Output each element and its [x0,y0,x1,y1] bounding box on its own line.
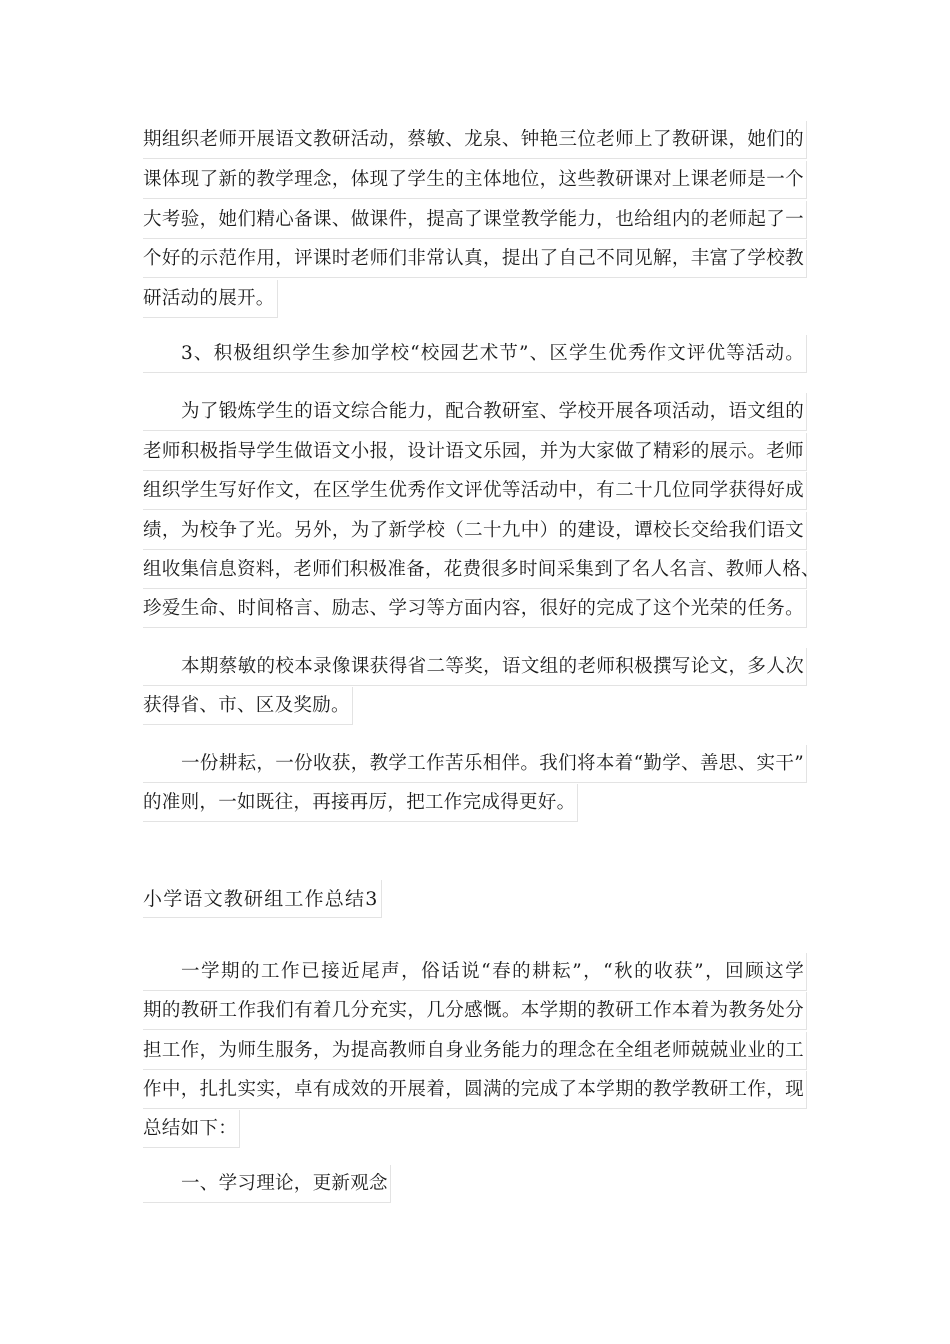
text-line: 珍爱生命、时间格言、励志、学习等方面内容，很好的完成了这个光荣的任务。 [143,590,807,628]
text-line: 课体现了新的教学理念，体现了学生的主体地位，这些教研课对上课老师是一个 [143,161,807,199]
text-line: 大考验，她们精心备课、做课件，提高了课堂教学能力，也给组内的老师起了一 [143,201,807,239]
text-line: 研活动的展开。 [143,280,278,318]
text-line: 一学期的工作已接近尾声，俗话说“春的耕耘”，“秋的收获”，回顾这学 [143,953,807,991]
text-line: 担工作，为师生服务，为提高教师自身业务能力的理念在全组老师兢兢业业的工 [143,1032,807,1070]
subsection-heading: 一、学习理论，更新观念 [143,1165,391,1203]
text-line: 为了锻炼学生的语文综合能力，配合教研室、学校开展各项活动，语文组的 [143,393,807,431]
text-line: 期的教研工作我们有着几分充实，几分感慨。本学期的教研工作本着为教务处分 [143,992,807,1030]
text-line: 老师积极指导学生做语文小报，设计语文乐园，并为大家做了精彩的展示。老师 [143,433,807,471]
text-line: 个好的示范作用，评课时老师们非常认真，提出了自己不同见解，丰富了学校教 [143,240,807,278]
text-line: 一份耕耘，一份收获，教学工作苦乐相伴。我们将本着“勤学、善思、实干” [143,745,807,783]
text-line: 3、积极组织学生参加学校“校园艺术节”、区学生优秀作文评优等活动。 [143,335,807,373]
text-line: 作中，扎扎实实，卓有成效的开展着，圆满的完成了本学期的教学教研工作，现 [143,1071,807,1109]
text-line: 组织学生写好作文，在区学生优秀作文评优等活动中，有二十几位同学获得好成 [143,472,807,510]
text-line: 本期蔡敏的校本录像课获得省二等奖，语文组的老师积极撰写论文，多人次 [143,648,807,686]
text-line: 组收集信息资料，老师们积极准备，花费很多时间采集到了名人名言、教师人格、 [143,551,807,589]
section-heading: 小学语文教研组工作总结3 [143,880,382,918]
text-line: 的准则，一如既往，再接再厉，把工作完成得更好。 [143,784,578,822]
text-line: 绩，为校争了光。另外，为了新学校（二十九中）的建设，谭校长交给我们语文 [143,512,807,550]
text-line: 总结如下： [143,1110,240,1148]
text-line: 获得省、市、区及奖励。 [143,687,353,725]
text-line: 期组织老师开展语文教研活动，蔡敏、龙泉、钟艳三位老师上了教研课，她们的 [143,121,807,159]
